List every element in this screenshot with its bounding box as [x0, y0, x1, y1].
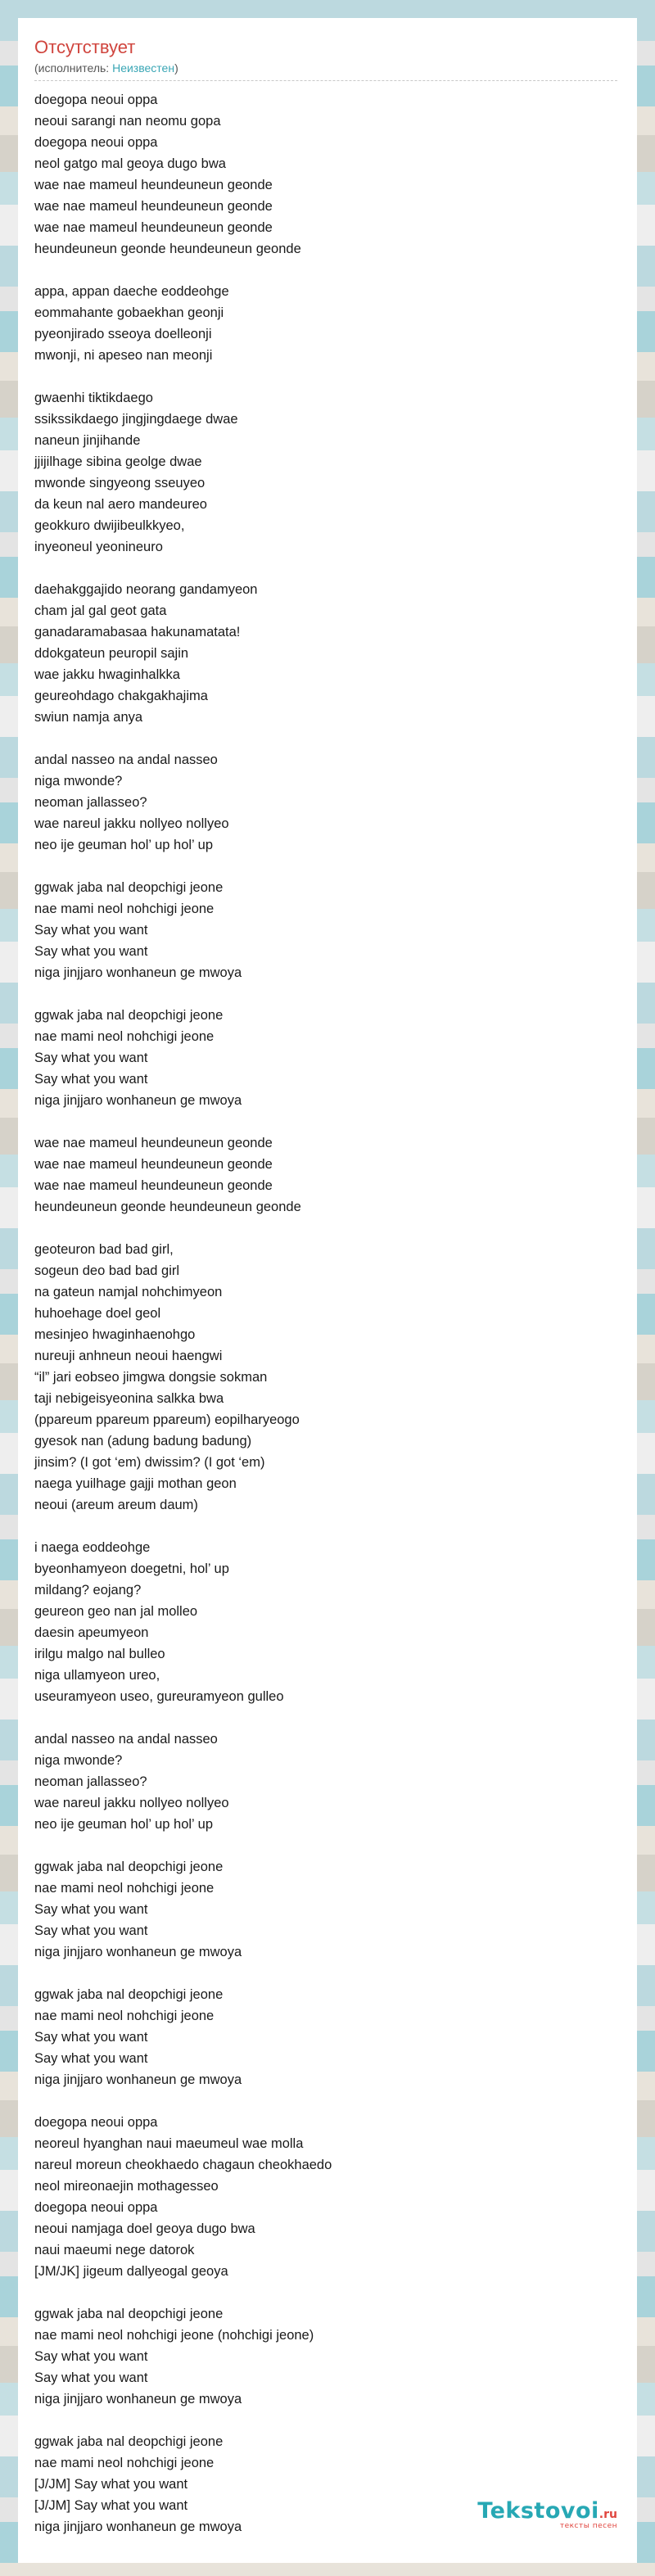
lyric-line: nureuji anhneun neoui haengwi	[34, 1349, 223, 1363]
artist-label: (исполнитель:	[34, 61, 113, 75]
lyric-line: mwonji, ni apeseo nan meonji	[34, 348, 213, 363]
lyric-line: andal nasseo na andal nasseo	[34, 752, 218, 767]
lyric-line: niga jinjjaro wonhaneun ge mwoya	[34, 2392, 242, 2407]
lyric-line: daesin apeumyeon	[34, 1625, 149, 1640]
lyric-line: neoman jallasseo?	[34, 1774, 147, 1789]
lyric-line: nareul moreun cheokhaedo chagaun cheokhaedo	[34, 2158, 332, 2172]
artist-line	[34, 61, 621, 75]
lyric-line: doegopa neoui oppa	[34, 2200, 158, 2215]
lyric-line: ggwak jaba nal deopchigi jeone	[34, 880, 224, 895]
lyric-line: Say what you want	[34, 2349, 148, 2364]
lyric-line: mwonde singyeong sseuyeo	[34, 476, 206, 490]
lyric-line: mildang? eojang?	[34, 1583, 142, 1598]
lyric-line: nae mami neol nohchigi jeone	[34, 1029, 215, 1044]
lyric-line: [J/JM] Say what you want	[34, 2498, 188, 2513]
lyric-line: daehakggajido neorang gandamyeon	[34, 582, 258, 597]
artist-link[interactable]: Неизвестен	[112, 61, 175, 75]
lyric-line: mesinjeo hwaginhaenohgo	[34, 1327, 196, 1342]
stanza-gap	[34, 2090, 621, 2112]
lyric-line: doegopa neoui oppa	[34, 135, 158, 150]
lyric-line: taji nebigeisyeonina salkka bwa	[34, 1391, 224, 1406]
divider	[34, 80, 617, 81]
lyrics-body	[34, 89, 621, 2538]
lyric-line: appa, appan daeche eoddeohge	[34, 284, 229, 299]
site-logo[interactable]	[477, 2498, 617, 2530]
lyrics-page	[18, 18, 637, 2563]
logo-tld: .ru	[599, 2508, 617, 2521]
lyric-line: pyeonjirado sseoya doelleonji	[34, 327, 212, 341]
lyric-line: huhoehage doel geol	[34, 1306, 161, 1321]
lyric-line: geureohdago chakgakhajima	[34, 689, 208, 703]
stanza-gap	[34, 856, 621, 877]
lyric-line: ggwak jaba nal deopchigi jeone	[34, 1987, 224, 2002]
lyric-line: heundeuneun geonde heundeuneun geonde	[34, 242, 301, 256]
lyric-line: inyeoneul yeonineuro	[34, 540, 163, 554]
stanza-gap	[34, 2410, 621, 2431]
lyric-line: cham jal gal geot gata	[34, 603, 167, 618]
lyric-line: wae jakku hwaginhalkka	[34, 667, 180, 682]
stanza-gap	[34, 1963, 621, 1984]
lyric-line: gyesok nan (adung badung badung)	[34, 1434, 252, 1448]
lyric-line: niga mwonde?	[34, 1753, 123, 1768]
lyric-line: da keun nal aero mandeureo	[34, 497, 207, 512]
lyric-line: useuramyeon useo, gureuramyeon gulleo	[34, 1689, 284, 1704]
lyric-line: niga jinjjaro wonhaneun ge mwoya	[34, 1945, 242, 1959]
lyric-line: niga ullamyeon ureo,	[34, 1668, 160, 1683]
lyric-line: neoui (areum areum daum)	[34, 1498, 198, 1512]
lyric-line: gwaenhi tiktikdaego	[34, 391, 153, 405]
lyric-line: [JM/JK] jigeum dallyeogal geoya	[34, 2264, 228, 2279]
lyric-line: neoreul hyanghan naui maeumeul wae molla	[34, 2136, 304, 2151]
lyric-line: wae nae mameul heundeuneun geonde	[34, 1178, 273, 1193]
stanza-gap	[34, 728, 621, 749]
lyric-line: wae nae mameul heundeuneun geonde	[34, 1157, 273, 1172]
lyric-line: niga mwonde?	[34, 774, 123, 789]
lyric-line: wae nareul jakku nollyeo nollyeo	[34, 816, 229, 831]
lyric-line: Say what you want	[34, 923, 148, 938]
lyric-line: naneun jinjihande	[34, 433, 141, 448]
stanza-gap	[34, 1218, 621, 1239]
lyric-line: neoman jallasseo?	[34, 795, 147, 810]
lyric-line: neol gatgo mal geoya dugo bwa	[34, 156, 226, 171]
lyric-line: swiun namja anya	[34, 710, 143, 725]
lyric-line: doegopa neoui oppa	[34, 2115, 158, 2130]
lyric-line: wae nae mameul heundeuneun geonde	[34, 178, 273, 192]
stanza-gap	[34, 2282, 621, 2303]
lyric-line: neo ije geuman hol’ up hol’ up	[34, 838, 214, 852]
stanza-gap	[34, 1111, 621, 1132]
stanza-gap	[34, 260, 621, 281]
lyric-line: nae mami neol nohchigi jeone	[34, 902, 215, 916]
lyric-line: geureon geo nan jal molleo	[34, 1604, 198, 1619]
lyric-line: jinsim? (I got ‘em) dwissim? (I got ‘em)	[34, 1455, 265, 1470]
lyric-line: naega yuilhage gajji mothan geon	[34, 1476, 237, 1491]
lyric-line: nae mami neol nohchigi jeone	[34, 2456, 215, 2470]
lyric-line: wae nae mameul heundeuneun geonde	[34, 220, 273, 235]
lyric-line: Say what you want	[34, 1072, 148, 1087]
stanza-gap	[34, 983, 621, 1005]
stanza-gap	[34, 1516, 621, 1537]
lyric-line: neoui sarangi nan neomu gopa	[34, 114, 221, 129]
lyric-line: doegopa neoui oppa	[34, 93, 158, 107]
lyric-line: ggwak jaba nal deopchigi jeone	[34, 2307, 224, 2321]
lyric-line: ggwak jaba nal deopchigi jeone	[34, 2434, 224, 2449]
stanza-gap	[34, 1707, 621, 1729]
lyric-line: neo ije geuman hol’ up hol’ up	[34, 1817, 214, 1832]
lyric-line: eommahante gobaekhan geonji	[34, 305, 224, 320]
lyric-line: geoteuron bad bad girl,	[34, 1242, 174, 1257]
lyric-line: Say what you want	[34, 2030, 148, 2045]
lyric-line: ddokgateun peuropil sajin	[34, 646, 189, 661]
lyric-line: “il” jari eobseo jimgwa dongsie sokman	[34, 1370, 268, 1385]
lyric-line: irilgu malgo nal bulleo	[34, 1647, 165, 1661]
lyric-line: wae nae mameul heundeuneun geonde	[34, 1136, 273, 1150]
lyric-line: Say what you want	[34, 1902, 148, 1917]
logo-tagline: тексты песен	[559, 2522, 617, 2530]
lyric-line: niga jinjjaro wonhaneun ge mwoya	[34, 965, 242, 980]
lyric-line: ganadaramabasaa hakunamatata!	[34, 625, 241, 639]
lyric-line: ssikssikdaego jingjingdaege dwae	[34, 412, 238, 427]
lyric-line: Say what you want	[34, 1051, 148, 1065]
lyric-line: wae nae mameul heundeuneun geonde	[34, 199, 273, 214]
logo-name: Tekstovoi	[477, 2498, 599, 2524]
lyric-line: [J/JM] Say what you want	[34, 2477, 188, 2492]
stanza-gap	[34, 1835, 621, 1856]
lyric-line: nae mami neol nohchigi jeone	[34, 2009, 215, 2023]
lyric-line: naui maeumi nege datorok	[34, 2243, 195, 2257]
lyric-line: ggwak jaba nal deopchigi jeone	[34, 1008, 224, 1023]
lyric-line: geokkuro dwijibeulkkyeo,	[34, 518, 185, 533]
lyric-line: nae mami neol nohchigi jeone (nohchigi jeone)	[34, 2328, 314, 2343]
song-title: Отсутствует	[34, 37, 136, 57]
stanza-gap	[34, 558, 621, 579]
lyric-line: Say what you want	[34, 944, 148, 959]
lyric-line: Say what you want	[34, 1923, 148, 1938]
lyric-line: jjijilhage sibina geolge dwae	[34, 454, 202, 469]
lyric-line: sogeun deo bad bad girl	[34, 1263, 180, 1278]
lyric-line: neol mireonaejin mothagesseo	[34, 2179, 219, 2194]
artist-close: )	[174, 61, 178, 75]
lyric-line: i naega eoddeohge	[34, 1540, 151, 1555]
lyric-line: nae mami neol nohchigi jeone	[34, 1881, 215, 1896]
lyric-line: Say what you want	[34, 2051, 148, 2066]
lyric-line: ggwak jaba nal deopchigi jeone	[34, 1860, 224, 1874]
lyric-line: byeonhamyeon doegetni, hol’ up	[34, 1561, 229, 1576]
lyric-line: heundeuneun geonde heundeuneun geonde	[34, 1200, 301, 1214]
lyric-line: niga jinjjaro wonhaneun ge mwoya	[34, 2520, 242, 2534]
lyric-line: (ppareum ppareum ppareum) eopilharyeogo	[34, 1412, 300, 1427]
lyric-line: wae nareul jakku nollyeo nollyeo	[34, 1796, 229, 1810]
lyric-line: Say what you want	[34, 2370, 148, 2385]
lyric-line: andal nasseo na andal nasseo	[34, 1732, 218, 1747]
lyric-line: niga jinjjaro wonhaneun ge mwoya	[34, 1093, 242, 1108]
lyric-line: niga jinjjaro wonhaneun ge mwoya	[34, 2072, 242, 2087]
lyric-line: neoui namjaga doel geoya dugo bwa	[34, 2221, 255, 2236]
stanza-gap	[34, 366, 621, 387]
lyric-line: na gateun namjal nohchimyeon	[34, 1285, 223, 1299]
